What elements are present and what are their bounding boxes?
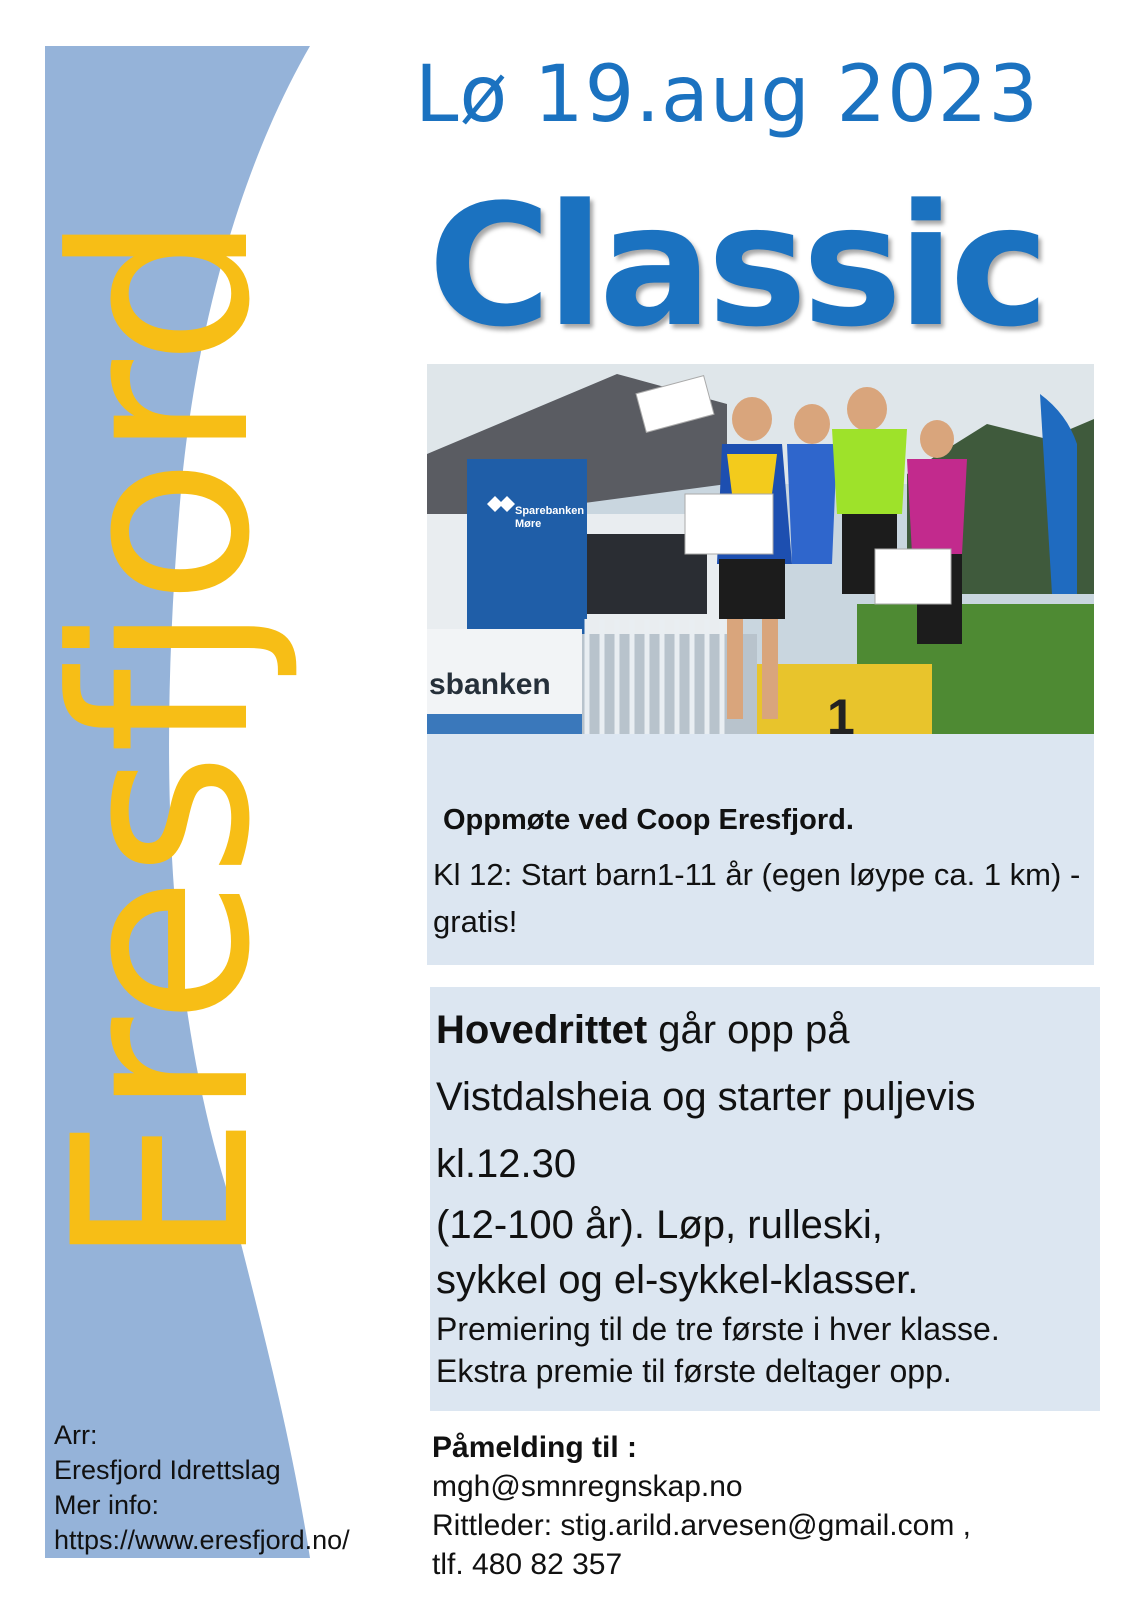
podium-number: 1 bbox=[827, 689, 855, 734]
svg-text:Møre: Møre bbox=[515, 518, 542, 530]
website-link[interactable]: https://www.eresfjord.no/ bbox=[54, 1525, 350, 1555]
main-race-line5: sykkel og el-sykkel-klasser. bbox=[436, 1258, 919, 1302]
registration-email[interactable]: mgh@smnregnskap.no bbox=[432, 1470, 743, 1503]
vertical-title: Eresfjord bbox=[22, 214, 304, 1268]
prize-line-1: Premiering til de tre første i hver klasse. bbox=[436, 1311, 1000, 1347]
main-race-line2: Vistdalsheia og starter puljevis bbox=[436, 1075, 976, 1119]
registration-block bbox=[432, 1428, 971, 1584]
main-race-bold: Hovedrittet bbox=[436, 1008, 648, 1052]
svg-text:Sparebanken: Sparebanken bbox=[515, 505, 585, 517]
event-title: Classic bbox=[428, 168, 1045, 364]
kids-start: Kl 12: Start barn1-11 år (egen løype ca. 1 km) - gratis! bbox=[433, 857, 1081, 939]
organizer-name: Eresfjord Idrettslag bbox=[54, 1455, 281, 1485]
meeting-point: Oppmøte ved Coop Eresfjord. bbox=[443, 804, 854, 836]
fence-text: sbanken bbox=[429, 668, 551, 701]
main-race-line1: går opp på bbox=[647, 1008, 850, 1052]
organizer-block bbox=[54, 1418, 350, 1558]
sponsor-banner bbox=[467, 459, 587, 644]
registration-label: Påmelding til : bbox=[432, 1431, 638, 1464]
main-race-line3: kl.12.30 bbox=[436, 1142, 577, 1186]
more-info-label: Mer info: bbox=[54, 1490, 160, 1520]
main-race-line4: (12-100 år). Løp, rulleski, bbox=[436, 1203, 883, 1247]
podium-photo bbox=[427, 364, 1094, 734]
race-leader-contact[interactable]: Rittleder: stig.arild.arvesen@gmail.com , bbox=[432, 1509, 971, 1542]
phone-number: tlf. 480 82 357 bbox=[432, 1548, 623, 1581]
organizer-label: Arr: bbox=[54, 1420, 98, 1450]
info-box-main-race bbox=[430, 987, 1100, 1411]
info-box-start bbox=[427, 734, 1094, 965]
prize-line-2: Ekstra premie til første deltager opp. bbox=[436, 1353, 952, 1389]
event-date: Lø 19.aug 2023 bbox=[415, 50, 1040, 140]
